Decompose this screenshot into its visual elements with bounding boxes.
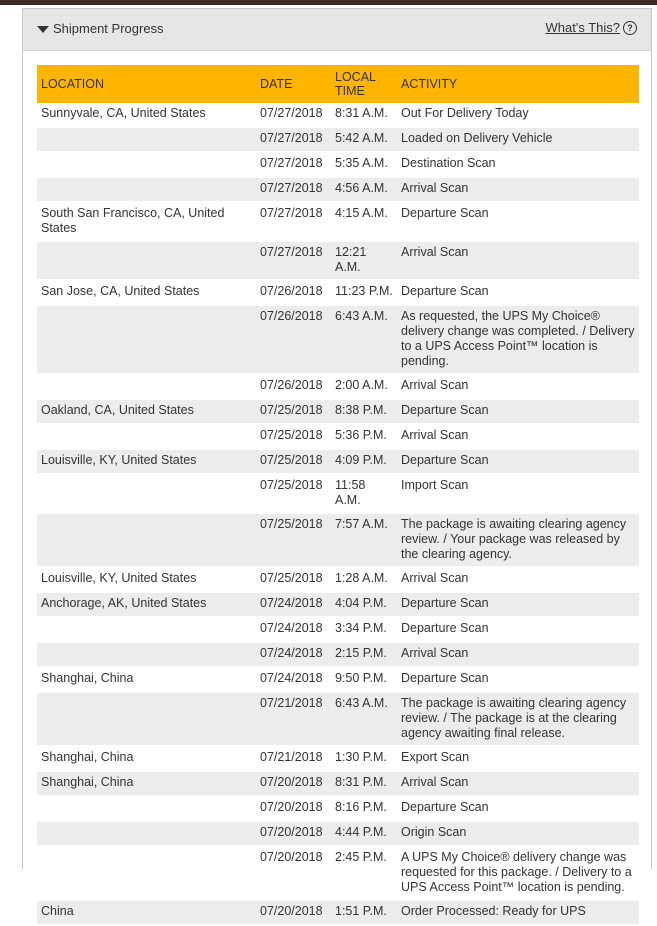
location-cell: [37, 617, 256, 642]
activity-cell: Loaded on Delivery Vehicle: [397, 127, 639, 152]
table-row: [37, 127, 639, 152]
time-cell: 8:31 A.M.: [331, 103, 397, 127]
date-cell: 07/21/2018: [256, 692, 331, 746]
time-cell: 2:00 A.M.: [331, 374, 397, 399]
time-cell: 8:31 P.M.: [331, 771, 397, 796]
table-row: [37, 692, 639, 746]
time-cell: 6:43 A.M.: [331, 692, 397, 746]
time-cell: 7:57 A.M.: [331, 513, 397, 567]
activity-cell: Destination Scan: [397, 152, 639, 177]
whats-this[interactable]: [546, 20, 638, 35]
time-cell: 1:30 P.M.: [331, 746, 397, 771]
help-circle-icon[interactable]: ?: [623, 21, 637, 35]
shipment-progress-table: [37, 65, 639, 926]
table-row: [37, 617, 639, 642]
location-cell: [37, 474, 256, 513]
table-row: [37, 821, 639, 846]
table-row: [37, 152, 639, 177]
date-cell: 07/26/2018: [256, 374, 331, 399]
time-cell: 5:42 A.M.: [331, 127, 397, 152]
location-cell: Anchorage, AK, United States: [37, 592, 256, 617]
table-row: [37, 280, 639, 305]
panel-title[interactable]: Shipment Progress: [53, 21, 164, 36]
date-cell: 07/26/2018: [256, 280, 331, 305]
time-cell: 4:56 A.M.: [331, 177, 397, 202]
table-row: [37, 449, 639, 474]
date-cell: 07/27/2018: [256, 127, 331, 152]
activity-cell: Arrival Scan: [397, 424, 639, 449]
location-cell: Shanghai, China: [37, 746, 256, 771]
location-cell: Shanghai, China: [37, 667, 256, 692]
activity-cell: Import Scan: [397, 474, 639, 513]
table-row: [37, 424, 639, 449]
table-row: [37, 900, 639, 925]
location-cell: [37, 127, 256, 152]
activity-cell: The package is awaiting clearing agency review. / Your package was released by the clearing agency.: [397, 513, 639, 567]
shipment-progress-header[interactable]: [23, 9, 651, 51]
location-cell: [37, 846, 256, 900]
location-cell: San Jose, CA, United States: [37, 280, 256, 305]
time-cell: 1:51 P.M.: [331, 900, 397, 925]
table-row: [37, 202, 639, 241]
time-cell: 2:45 P.M.: [331, 846, 397, 900]
table-row: [37, 474, 639, 513]
activity-cell: Departure Scan: [397, 202, 639, 241]
time-cell: 5:35 A.M.: [331, 152, 397, 177]
column-header-activity: ACTIVITY: [397, 65, 639, 103]
date-cell: 07/27/2018: [256, 202, 331, 241]
date-cell: 07/24/2018: [256, 617, 331, 642]
table-row: [37, 305, 639, 374]
table-row: [37, 177, 639, 202]
activity-cell: Departure Scan: [397, 592, 639, 617]
caret-down-icon[interactable]: [37, 26, 49, 33]
column-header-location: LOCATION: [37, 65, 256, 103]
time-cell: 8:38 P.M.: [331, 399, 397, 424]
table-row: [37, 513, 639, 567]
location-cell: [37, 374, 256, 399]
whats-this-link[interactable]: What's This?: [545, 20, 620, 35]
activity-cell: The package is awaiting clearing agency review. / The package is at the clearing agency awaiting final release.: [397, 692, 639, 746]
shipment-progress-panel: [22, 8, 652, 918]
table-row: [37, 771, 639, 796]
activity-cell: Arrival Scan: [397, 567, 639, 592]
time-cell: 4:04 P.M.: [331, 592, 397, 617]
table-row: [37, 667, 639, 692]
location-cell: [37, 241, 256, 280]
date-cell: 07/20/2018: [256, 900, 331, 925]
date-cell: 07/25/2018: [256, 399, 331, 424]
time-cell: 4:09 P.M.: [331, 449, 397, 474]
table-row: [37, 592, 639, 617]
date-cell: 07/24/2018: [256, 642, 331, 667]
date-cell: 07/25/2018: [256, 474, 331, 513]
location-cell: China: [37, 900, 256, 925]
activity-cell: Arrival Scan: [397, 771, 639, 796]
date-cell: 07/20/2018: [256, 771, 331, 796]
activity-cell: Arrival Scan: [397, 241, 639, 280]
time-cell: 3:34 P.M.: [331, 617, 397, 642]
table-row: [37, 103, 639, 127]
time-cell: 2:15 P.M.: [331, 642, 397, 667]
activity-cell: Origin Scan: [397, 821, 639, 846]
location-cell: [37, 692, 256, 746]
time-cell: 4:44 P.M.: [331, 821, 397, 846]
table-row: [37, 846, 639, 900]
activity-cell: Arrival Scan: [397, 177, 639, 202]
location-cell: [37, 642, 256, 667]
top-brand-bar: [0, 0, 657, 5]
location-cell: South San Francisco, CA, United States: [37, 202, 256, 241]
activity-cell: As requested, the UPS My Choice® delivery change was completed. / Delivery to a UPS Access Point™ location is pending.: [397, 305, 639, 374]
time-cell: 8:16 P.M.: [331, 796, 397, 821]
activity-cell: Out For Delivery Today: [397, 103, 639, 127]
location-cell: Louisville, KY, United States: [37, 449, 256, 474]
time-cell: 9:50 P.M.: [331, 667, 397, 692]
table-row: [37, 374, 639, 399]
time-cell: 5:36 P.M.: [331, 424, 397, 449]
activity-cell: Departure Scan: [397, 796, 639, 821]
activity-cell: Departure Scan: [397, 280, 639, 305]
time-cell: 6:43 A.M.: [331, 305, 397, 374]
table-row: [37, 241, 639, 280]
time-cell: 11:58 A.M.: [331, 474, 397, 513]
table-header-row: [37, 65, 639, 103]
time-cell: 1:28 A.M.: [331, 567, 397, 592]
location-cell: Sunnyvale, CA, United States: [37, 103, 256, 127]
table-row: [37, 746, 639, 771]
location-cell: Louisville, KY, United States: [37, 567, 256, 592]
activity-cell: Order Processed: Ready for UPS: [397, 900, 639, 925]
date-cell: 07/27/2018: [256, 241, 331, 280]
date-cell: 07/20/2018: [256, 796, 331, 821]
table-row: [37, 642, 639, 667]
time-cell: 4:15 A.M.: [331, 202, 397, 241]
time-cell: 11:23 P.M.: [331, 280, 397, 305]
table-row: [37, 796, 639, 821]
location-cell: Shanghai, China: [37, 771, 256, 796]
activity-cell: Departure Scan: [397, 449, 639, 474]
table-body: [37, 103, 639, 925]
location-cell: Oakland, CA, United States: [37, 399, 256, 424]
activity-cell: Departure Scan: [397, 667, 639, 692]
activity-cell: Arrival Scan: [397, 374, 639, 399]
activity-cell: Export Scan: [397, 746, 639, 771]
date-cell: 07/20/2018: [256, 821, 331, 846]
date-cell: 07/25/2018: [256, 424, 331, 449]
column-header-date: DATE: [256, 65, 331, 103]
date-cell: 07/24/2018: [256, 592, 331, 617]
date-cell: 07/25/2018: [256, 449, 331, 474]
date-cell: 07/25/2018: [256, 567, 331, 592]
location-cell: [37, 177, 256, 202]
location-cell: [37, 513, 256, 567]
date-cell: 07/24/2018: [256, 667, 331, 692]
date-cell: 07/21/2018: [256, 746, 331, 771]
time-cell: 12:21 A.M.: [331, 241, 397, 280]
table-row: [37, 567, 639, 592]
activity-cell: A UPS My Choice® delivery change was requested for this package. / Delivery to a UPS Access Point™ location is pending.: [397, 846, 639, 900]
date-cell: 07/27/2018: [256, 177, 331, 202]
activity-cell: Arrival Scan: [397, 642, 639, 667]
location-cell: [37, 424, 256, 449]
date-cell: 07/27/2018: [256, 152, 331, 177]
location-cell: [37, 152, 256, 177]
activity-cell: Departure Scan: [397, 617, 639, 642]
date-cell: 07/20/2018: [256, 846, 331, 900]
table-row: [37, 399, 639, 424]
location-cell: [37, 821, 256, 846]
column-header-local-time: LOCAL TIME: [331, 65, 397, 103]
location-cell: [37, 796, 256, 821]
date-cell: 07/27/2018: [256, 103, 331, 127]
location-cell: [37, 305, 256, 374]
date-cell: 07/25/2018: [256, 513, 331, 567]
activity-cell: Departure Scan: [397, 399, 639, 424]
date-cell: 07/26/2018: [256, 305, 331, 374]
